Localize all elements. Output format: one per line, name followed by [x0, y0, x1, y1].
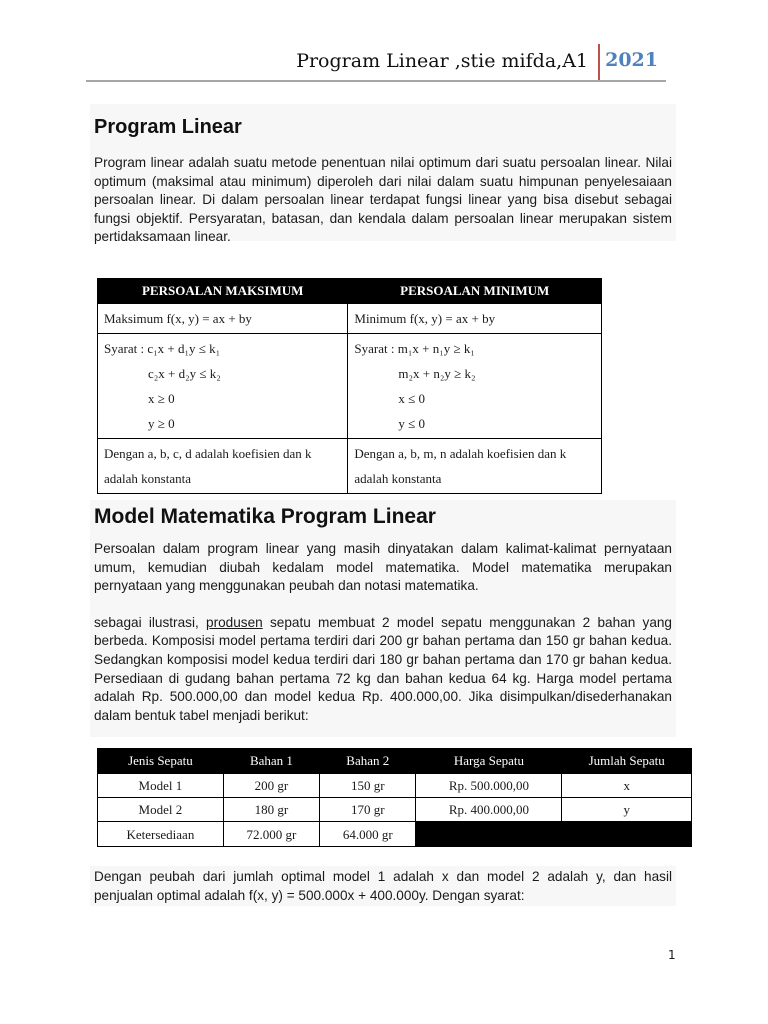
table-cell: 170 gr [320, 798, 416, 822]
constraint-line: x ≤ 0 [398, 391, 426, 406]
table-cell: Minimum f(x, y) = ax + by [348, 304, 602, 334]
header-year: 2021 [605, 49, 658, 71]
section-heading: Program Linear [94, 116, 242, 138]
table-cell: Maksimum f(x, y) = ax + by [98, 304, 348, 334]
table-header: Bahan 1 [223, 749, 319, 774]
constraint-line: x ≥ 0 [148, 391, 175, 406]
illustration-text: sepatu membuat 2 model sepatu menggunakan 2 bahan yang berbeda. Komposisi model pertama terdiri dari 200 gr bahan pertama dan 150 gr bahan kedua. Sedangkan komposisi model kedua terdiri dari 180 gr bahan pertama dan 170 gr bahan kedua. Persediaan di gudang bahan pertama 72 kg dan bahan kedua 64 kg. Harga model pertama adalah Rp. 500.000,00 dan model kedua Rp. 400.000,00. Jika disimpulkan/disederhanakan dalam bentuk tabel menjadi berikut: [94, 614, 672, 723]
model-paragraph: Persoalan dalam program linear yang masih dinyatakan dalam kalimat-kalimat pernyataan umum, kemudian diubah kedalam model matematika. Model matematika merupakan pernyataan yang menggunakan peubah dan notasi matematika. [94, 541, 672, 594]
table-cell: Dengan a, b, c, d adalah koefisien dan k adalah konstanta [98, 439, 348, 494]
table-cell: Rp. 400.000,00 [416, 798, 562, 822]
illustration-text: sebagai ilustrasi, [94, 614, 207, 630]
shoe-table [97, 748, 692, 847]
table-cell: 150 gr [320, 774, 416, 798]
table-header: Bahan 2 [320, 749, 416, 774]
constraint-line: c₂x + d₂y ≤ k₂ [148, 366, 221, 381]
table-cell: 180 gr [223, 798, 319, 822]
closing-paragraph: Dengan peubah dari jumlah optimal model 1 adalah x dan model 2 adalah y, dan hasil penjualan optimal adalah f(x, y) = 500.000x + 400.000y. Dengan syarat: [94, 869, 672, 903]
table-row [98, 774, 692, 798]
min-constraints-cell [348, 334, 602, 439]
constraint-line: Syarat : m₁x + n₁y ≥ k₁ [354, 341, 475, 356]
table-header: PERSOALAN MAKSIMUM [98, 279, 348, 304]
table-cell: 200 gr [223, 774, 319, 798]
table-cell: 72.000 gr [223, 822, 319, 847]
table-cell: Rp. 500.000,00 [416, 774, 562, 798]
page-number: 1 [668, 948, 676, 962]
header-title: Program Linear ,stie mifda,A1 [296, 50, 588, 72]
filled-cell [416, 822, 692, 847]
max-constraints-cell [98, 334, 348, 439]
table-cell: Dengan a, b, m, n adalah koefisien dan k adalah konstanta [348, 439, 602, 494]
constraint-line: m₂x + n₂y ≥ k₂ [398, 366, 476, 381]
table-cell: Ketersediaan [98, 822, 224, 847]
constraint-line: y ≤ 0 [398, 416, 426, 431]
illustration-paragraph [94, 614, 672, 726]
page-header [86, 44, 666, 82]
table-cell: 64.000 gr [320, 822, 416, 847]
table-row [98, 798, 692, 822]
table-row [98, 822, 692, 847]
section-model-matematika [90, 500, 676, 737]
table-header: PERSOALAN MINIMUM [348, 279, 602, 304]
table-header: Jenis Sepatu [98, 749, 224, 774]
table-header: Harga Sepatu [416, 749, 562, 774]
table-header: Jumlah Sepatu [562, 749, 692, 774]
table-cell: x [562, 774, 692, 798]
table-cell: Model 1 [98, 774, 224, 798]
section-program-linear [90, 104, 676, 245]
table-cell: y [562, 798, 692, 822]
header-divider [598, 44, 600, 80]
produsen-link[interactable]: produsen [206, 614, 263, 630]
constraint-line: Syarat : c₁x + d₁y ≤ k₁ [104, 341, 221, 356]
constraint-line: y ≥ 0 [148, 416, 175, 431]
comparison-table [97, 278, 602, 494]
table-cell: Model 2 [98, 798, 224, 822]
section-heading: Model Matematika Program Linear [94, 505, 436, 528]
intro-paragraph: Program linear adalah suatu metode penentuan nilai optimum dari suatu persoalan linear. Nilai optimum (maksimal atau minimum) diperoleh dari nilai dalam suatu himpunan penyelesaiaan persoalan linear. Di dalam persoalan linear terdapat fungsi linear yang bisa disebut sebagai fungsi objektif. Persyaratan, batasan, dan kendala dalam persoalan linear merupakan sistem pertidaksamaan linear. [94, 155, 672, 245]
closing-block [90, 866, 676, 906]
